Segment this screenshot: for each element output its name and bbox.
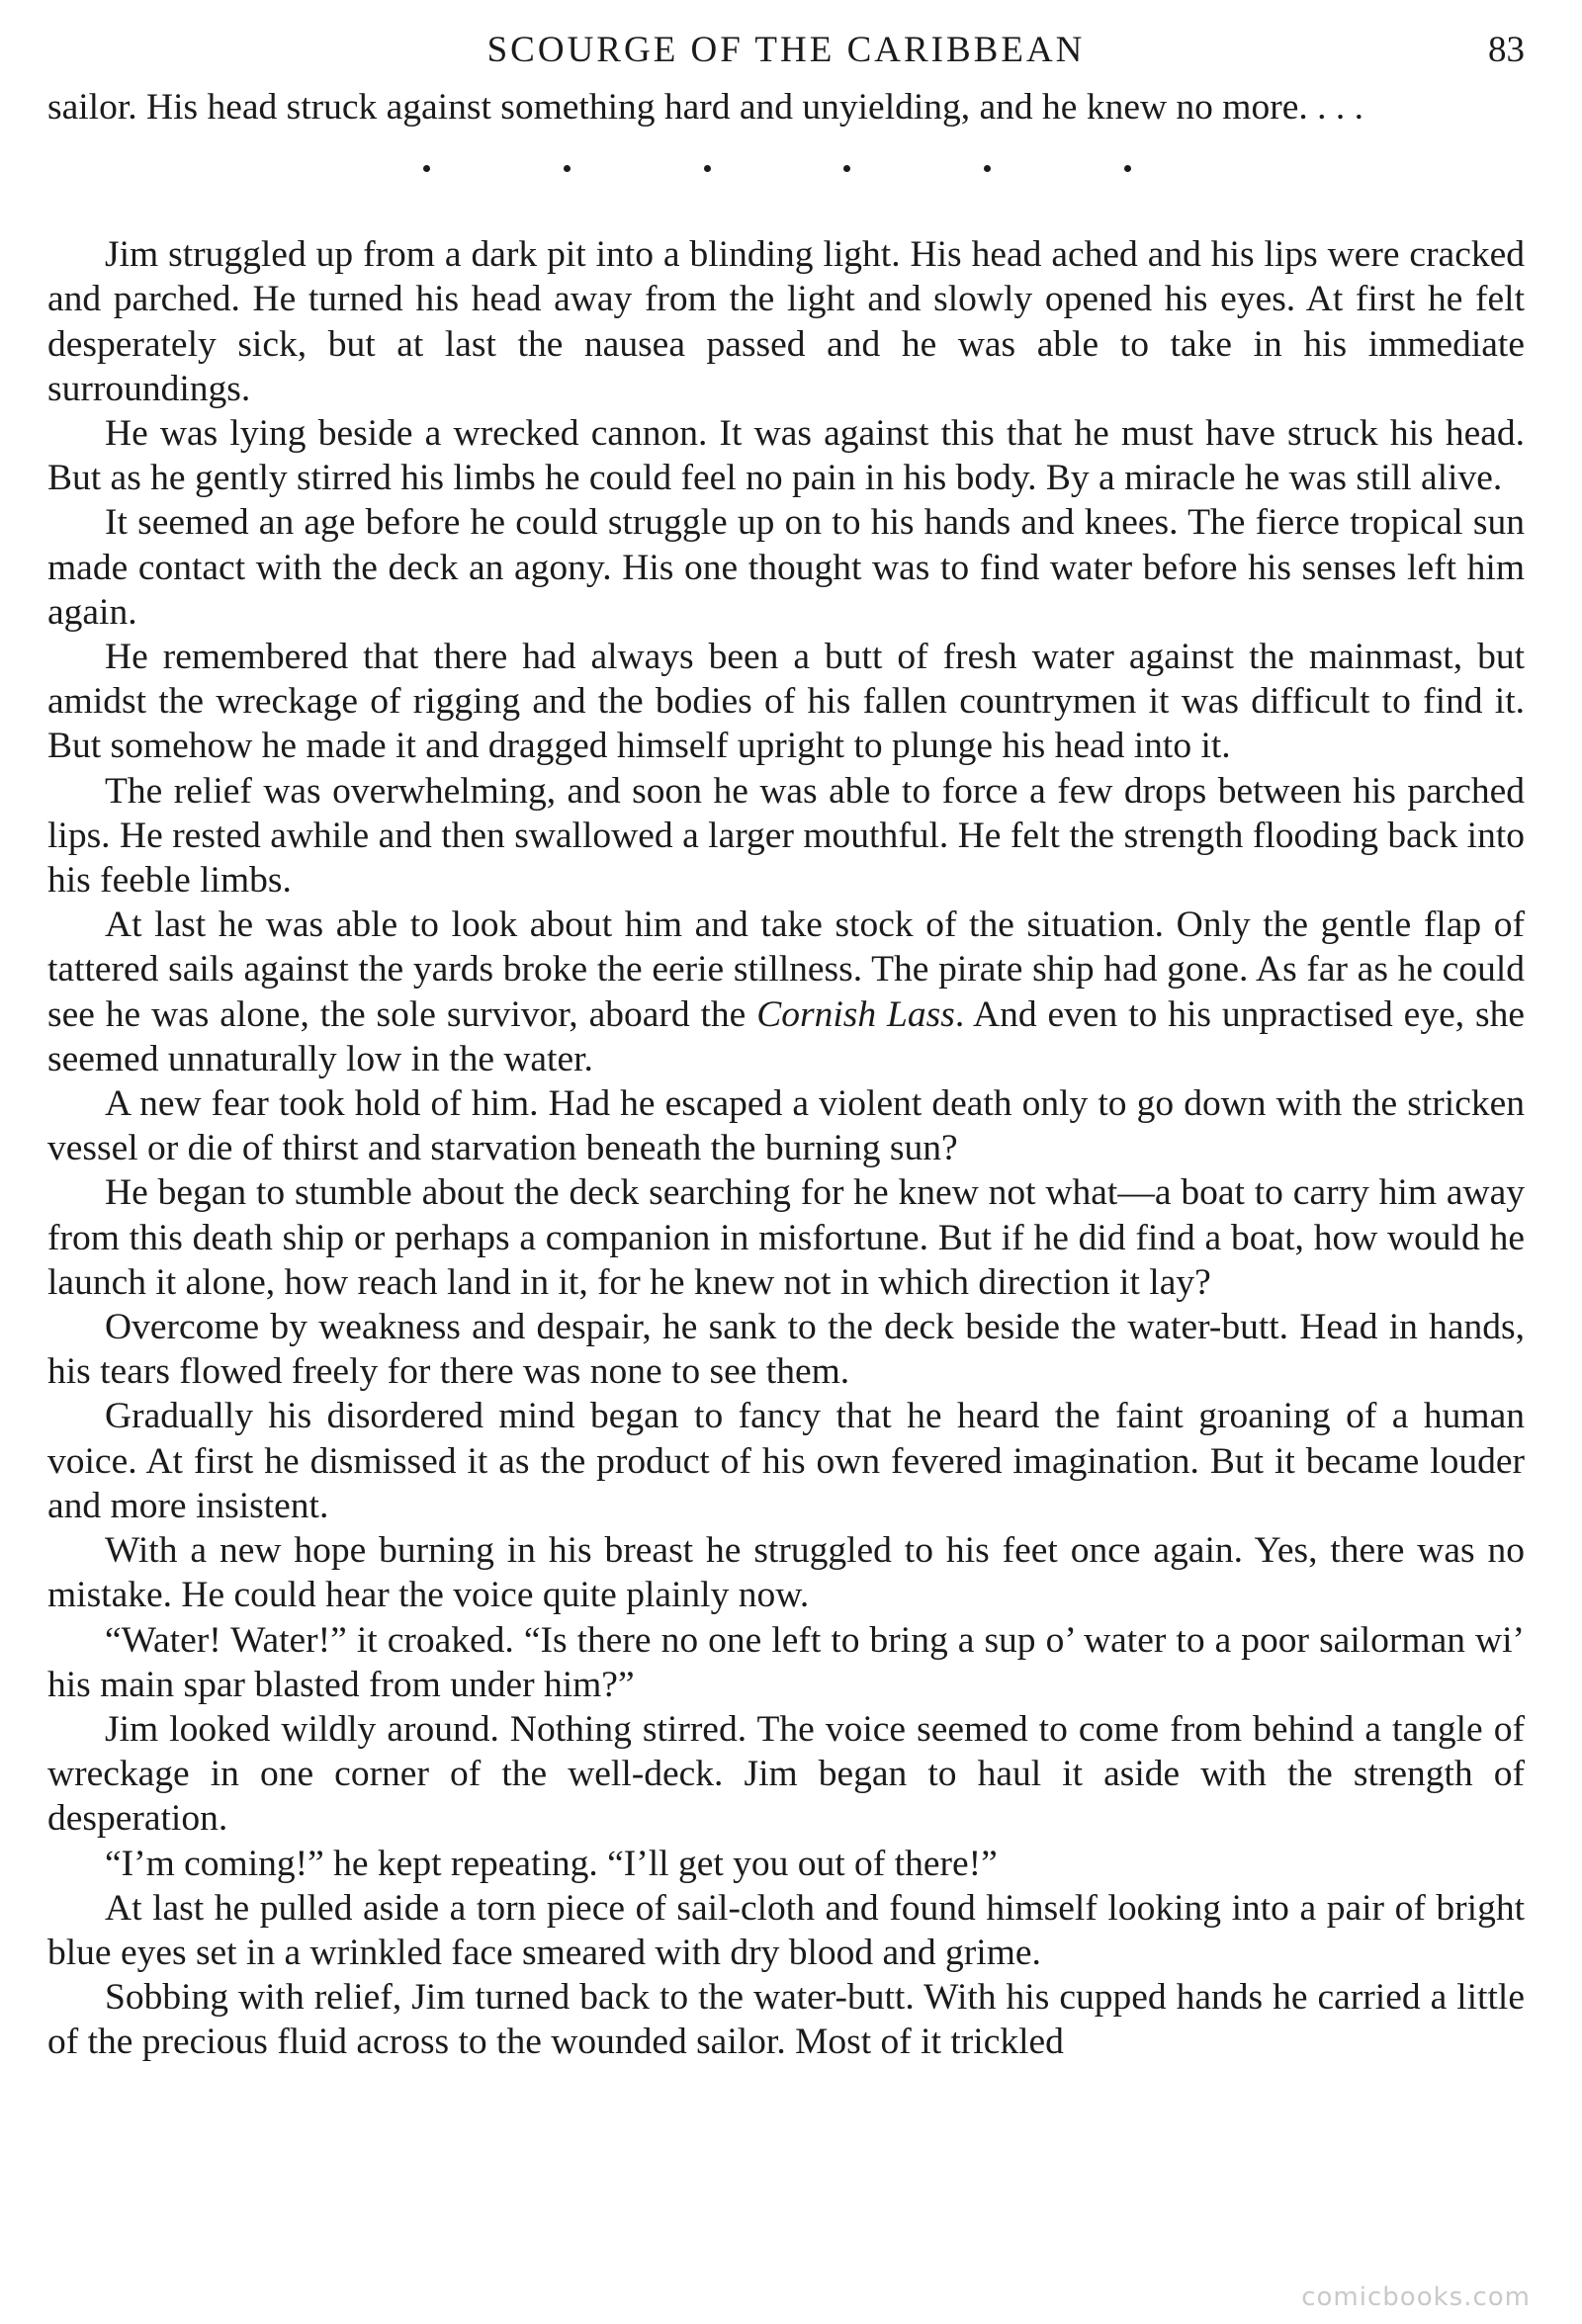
section-break — [423, 143, 1131, 193]
paragraph-text: . And even to his unpractised eye, she seemed unnaturally low in the water. — [47, 993, 1525, 1079]
paragraph: “I’m coming!” he kept repeating. “I’ll get you out of there!” — [105, 1843, 998, 1884]
paragraph-text: At last he was able to look about him and take stock of the situation. Only the gentle flap of tattered sails against the yards broke the eerie stillness. The pirate ship had gone. As far as he could see he was alone, the sole survivor, aboard the — [47, 904, 1525, 1035]
paragraph: At last he pulled aside a torn piece of sail-cloth and found himself looking into a pair of bright blue eyes set in a wrinkled face smeared with dry blood and grime. — [47, 1887, 1525, 1973]
section-break-dot — [704, 165, 711, 172]
paragraph: “Water! Water!” it croaked. “Is there no one left to bring a sup o’ water to a poor sailorman wi’ his main spar blasted from under him?” — [47, 1619, 1525, 1705]
paragraph: With a new hope burning in his breast he struggled to his feet once again. Yes, there was no mistake. He could hear the voice quite plainly now. — [47, 1530, 1525, 1616]
watermark: comicbooks.com — [1301, 2282, 1531, 2312]
paragraph: He was lying beside a wrecked cannon. It was against this that he must have struck his head. But as he gently stirred his limbs he could feel no pain in his body. By a miracle he was still alive. — [47, 413, 1525, 499]
paragraph-continued: sailor. His head struck against something hard and unyielding, and he knew no more. . . . — [47, 87, 1363, 128]
section-break-dot — [1124, 165, 1131, 172]
paragraph: Overcome by weakness and despair, he sank to the deck beside the water-butt. Head in hands, his tears flowed freely for there was none to see them. — [47, 1307, 1525, 1393]
section-break-dot — [564, 165, 571, 172]
section-break-dot — [843, 165, 850, 172]
section-break-dot — [984, 165, 991, 172]
paragraph: The relief was overwhelming, and soon he was able to force a few drops between his parched lips. He rested awhile and then swallowed a larger mouthful. He felt the strength flooding back into his feeble limbs. — [47, 770, 1525, 902]
paragraph: Jim looked wildly around. Nothing stirred. The voice seemed to come from behind a tangle of wreckage in one corner of the well-deck. Jim began to haul it aside with the strength of desperation. — [47, 1708, 1525, 1840]
paragraph: He remembered that there had always been a butt of fresh water against the mainmast, but amidst the wreckage of rigging and the bodies of his fallen countrymen it was difficult to find it. But somehow he made it and dragged himself upright to plunge his head into it. — [47, 637, 1525, 767]
section-break-dot — [423, 165, 430, 172]
paragraph: It seemed an age before he could struggle up on to his hands and knees. The fierce tropical sun made contact with the deck an agony. His one thought was to find water before his senses left him again. — [47, 502, 1525, 633]
book-page — [47, 28, 1525, 2065]
running-header — [47, 28, 1525, 85]
paragraph: He began to stumble about the deck searching for he knew not what—a boat to carry him away from this death ship or perhaps a companion in misfortune. But if he did find a boat, how would he launch it alone, how reach land in it, for he knew not in which direction it lay? — [47, 1172, 1525, 1303]
paragraph: Gradually his disordered mind began to fancy that he heard the faint groaning of a human voice. At first he dismissed it as the product of his own fevered imagination. But it became louder and more insistent. — [47, 1396, 1525, 1526]
body-text — [47, 85, 1525, 2065]
paragraph: Sobbing with relief, Jim turned back to the water-butt. With his cupped hands he carried a little of the precious fluid across to the wounded sailor. Most of it trickled — [47, 1977, 1525, 2063]
running-title: SCOURGE OF THE CARIBBEAN — [486, 30, 1086, 70]
paragraph: A new fear took hold of him. Had he escaped a violent death only to go down with the stricken vessel or die of thirst and starvation beneath the burning sun? — [47, 1083, 1525, 1169]
page-number: 83 — [1488, 30, 1525, 70]
paragraph — [47, 903, 1525, 1081]
paragraph: Jim struggled up from a dark pit into a blinding light. His head ached and his lips were cracked and parched. He turned his head away from the light and slowly opened his eyes. At first he felt desperately sick, but at last the nausea passed and he was able to take in his immediate surroundings. — [47, 234, 1525, 409]
ship-name: Cornish Lass — [756, 993, 955, 1035]
